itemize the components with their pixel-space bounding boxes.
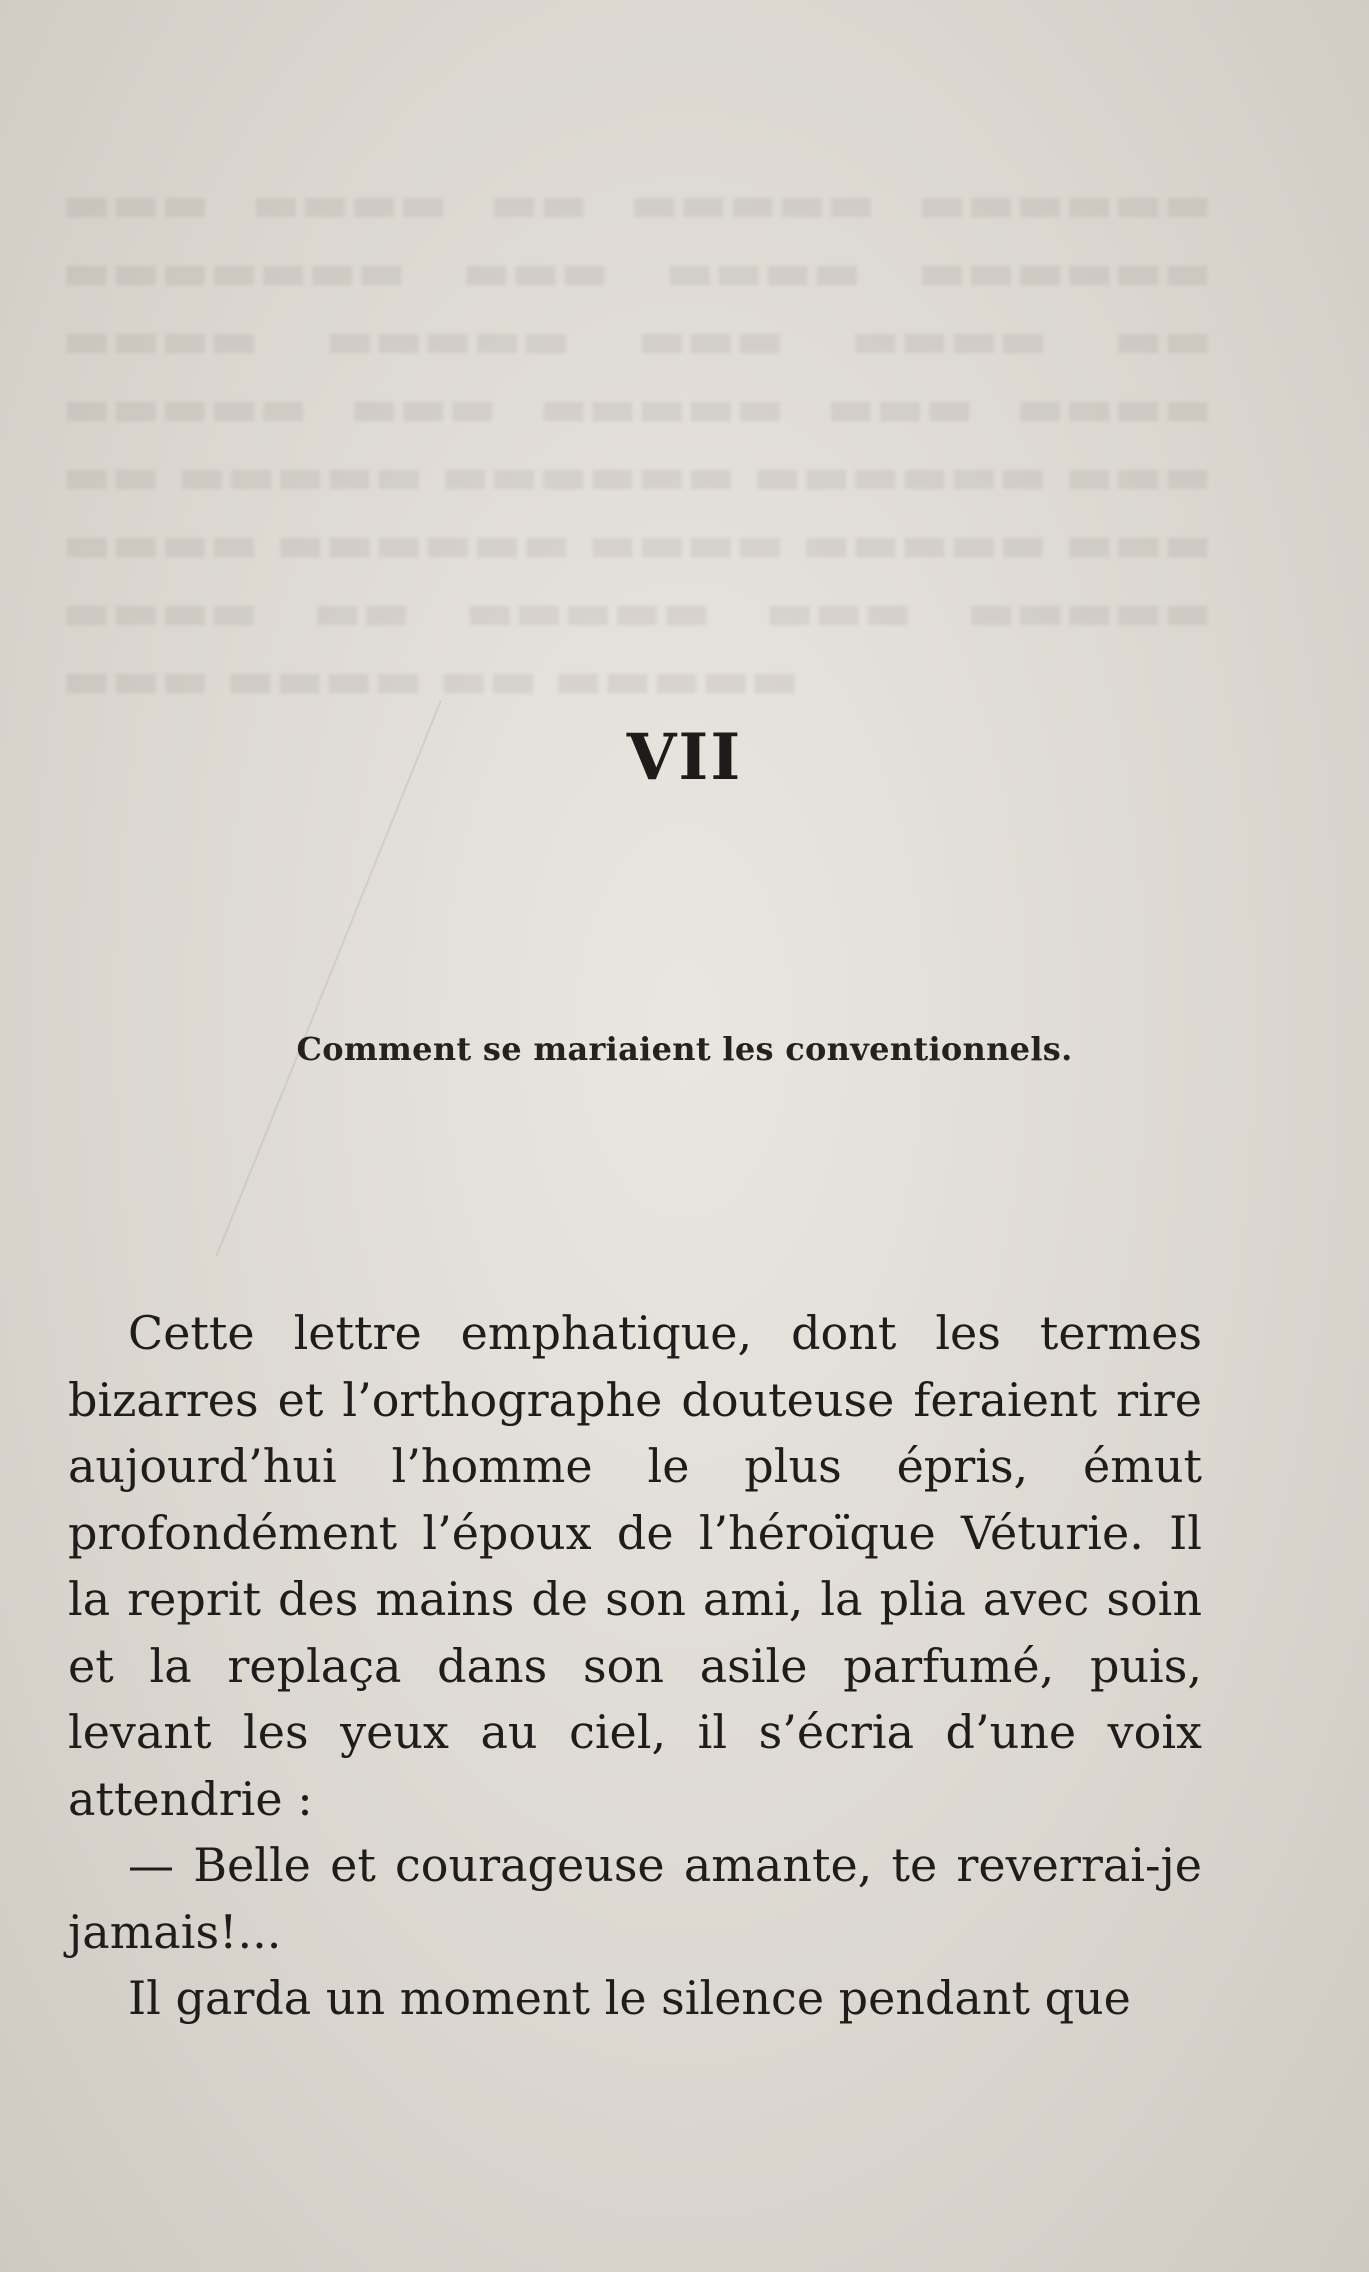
body-text [68, 1300, 1202, 2032]
chapter-title: Comment se mariaient les conventionnels. [296, 1030, 1073, 1068]
paragraph: — Belle et courageuse amante, te reverrai-je jamais!... [68, 1838, 1202, 1959]
paragraph: Il garda un moment le silence pendant que [128, 1971, 1131, 2025]
chapter-numeral: VII [626, 720, 743, 795]
paragraph: Cette lettre emphatique, dont les termes bizarres et l’orthographe douteuse feraient rire aujourd’hui l’homme le plus épris, émut profondément l’époux de l’héroïque Véturie. Il la reprit des mains de son ami, la plia avec soin et la replaça dans son asile parfumé, puis, levant les yeux au ciel, il s’écria d’une voix attendrie : [68, 1306, 1202, 1826]
bleed-through-texture: ▬▬▬ ▬▬▬▬ ▬▬ ▬▬▬▬▬ ▬▬▬▬▬▬ ▬▬▬▬▬▬▬ ▬▬▬ ▬▬▬▬ ▬▬▬▬▬▬ ▬▬▬▬ ▬▬▬▬▬ ▬▬▬ ▬▬▬▬ ▬▬ ▬▬▬▬▬ ▬▬▬ ▬▬▬▬▬ ▬▬▬ ▬▬▬▬ ▬▬ ▬▬▬▬▬ ▬▬▬▬▬▬ ▬▬▬▬▬▬ ▬▬▬ ▬▬▬▬ ▬▬▬▬▬▬ ▬▬▬▬ ▬▬▬▬▬ ▬▬▬ ▬▬▬▬ ▬▬ ▬▬▬▬▬ ▬▬▬ ▬▬▬▬▬ ▬▬▬ ▬▬▬▬ ▬▬ ▬▬▬▬▬ [62, 174, 1212, 710]
